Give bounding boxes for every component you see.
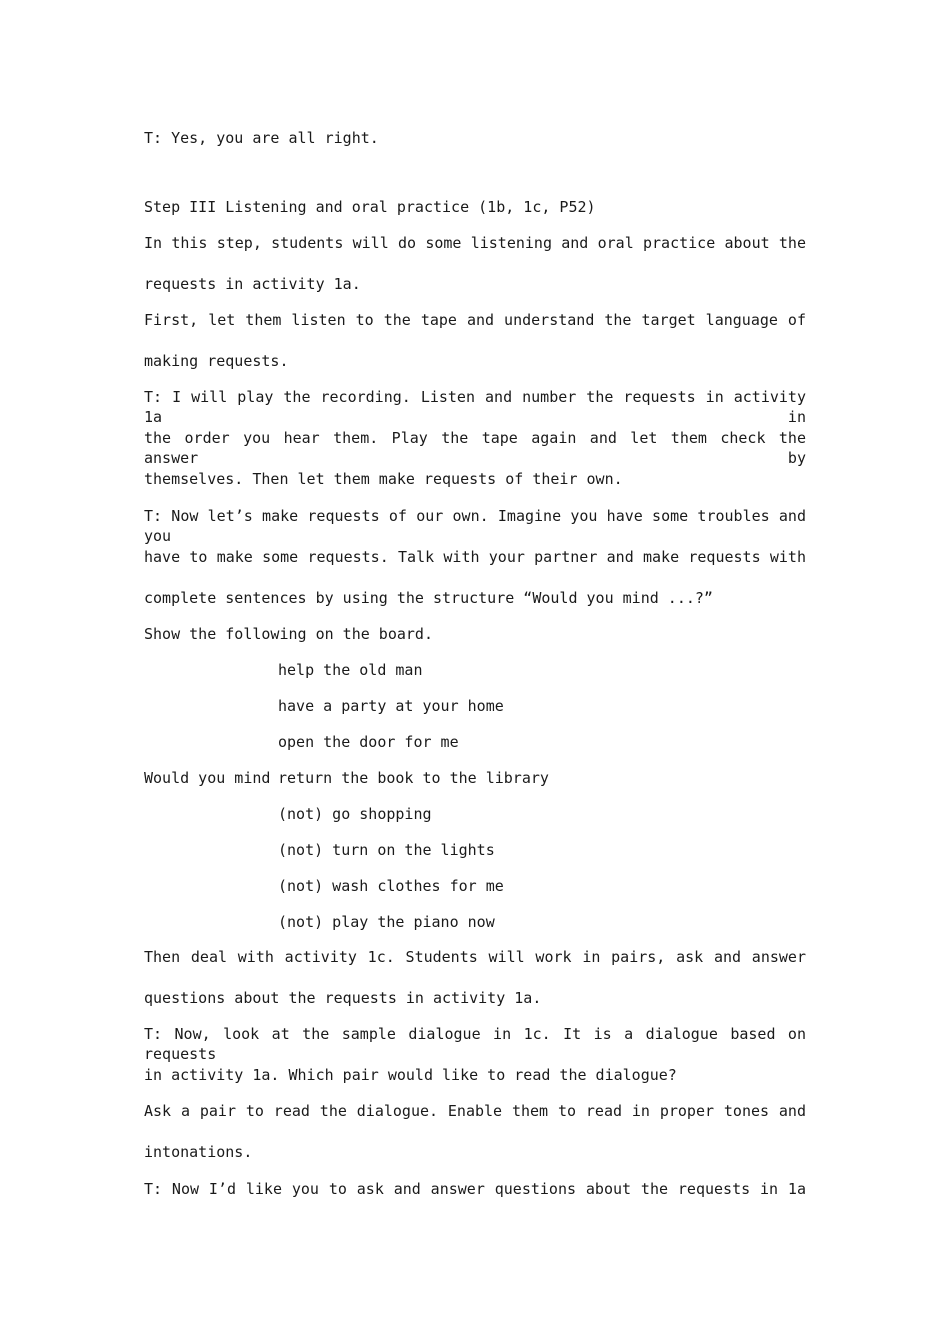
paragraph-line: T: I will play the recording. Listen and number the requests in activity 1a in <box>144 388 806 426</box>
board-option: (not) turn on the lights <box>278 841 495 859</box>
paragraph-line: T: Now I’d like you to ask and answer questions about the requests in 1a <box>144 1180 806 1198</box>
paragraph-line: themselves. Then let them make requests of their own. <box>144 470 623 488</box>
board-option: (not) go shopping <box>278 805 432 823</box>
board-option: return the book to the library <box>278 769 549 787</box>
paragraph-line: Ask a pair to read the dialogue. Enable them to read in proper tones and <box>144 1102 806 1120</box>
board-option: (not) play the piano now <box>278 913 495 931</box>
paragraph-line: complete sentences by using the structure “Would you mind ...?” <box>144 589 713 607</box>
board-option: have a party at your home <box>278 697 504 715</box>
paragraph-line: have to make some requests. Talk with your partner and make requests with <box>144 548 806 566</box>
paragraph-line: First, let them listen to the tape and understand the target language of <box>144 311 806 329</box>
paragraph-line: T: Now, look at the sample dialogue in 1c. It is a dialogue based on requests <box>144 1025 806 1063</box>
paragraph-line: requests in activity 1a. <box>144 275 361 293</box>
paragraph-line: the order you hear them. Play the tape again and let them check the answer by <box>144 429 806 467</box>
paragraph-line: Then deal with activity 1c. Students will work in pairs, ask and answer <box>144 948 806 966</box>
paragraph-line: in activity 1a. Which pair would like to read the dialogue? <box>144 1066 677 1084</box>
paragraph-line: Show the following on the board. <box>144 625 433 643</box>
paragraph-line: T: Now let’s make requests of our own. Imagine you have some troubles and you <box>144 507 806 545</box>
step-heading: Step III Listening and oral practice (1b, 1c, P52) <box>144 198 596 216</box>
paragraph-line: questions about the requests in activity 1a. <box>144 989 542 1007</box>
board-option: (not) wash clothes for me <box>278 877 504 895</box>
paragraph-line: In this step, students will do some listening and oral practice about the <box>144 234 806 252</box>
board-option: help the old man <box>278 661 423 679</box>
board-option: open the door for me <box>278 733 459 751</box>
teacher-line: T: Yes, you are all right. <box>144 129 379 147</box>
paragraph-line: making requests. <box>144 352 289 370</box>
board-lead-phrase: Would you mind <box>144 769 271 787</box>
paragraph-line: intonations. <box>144 1143 253 1161</box>
